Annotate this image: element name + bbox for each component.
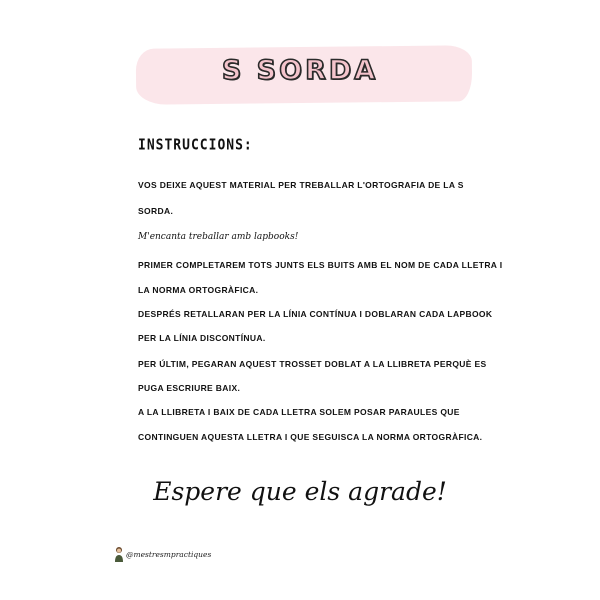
instruction-line: CONTINGUEN AQUESTA LLETRA I QUE SEGUISCA LA NORMA ORTOGRÀFICA. — [138, 432, 483, 442]
instruction-line: DESPRÉS RETALLARAN PER LA LÍNIA CONTÍNUA I DOBLARAN CADA LAPBOOK — [138, 309, 493, 319]
instruction-line: PRIMER COMPLETAREM TOTS JUNTS ELS BUITS AMB EL NOM DE CADA LLETRA I — [138, 260, 503, 270]
page-title: S SORDA — [221, 55, 379, 86]
instruction-line: SORDA. — [138, 206, 174, 216]
credit-handle: @mestresmpractiques — [126, 549, 212, 559]
instruction-line: A LA LLIBRETA I BAIX DE CADA LLETRA SOLEM POSAR PARAULES QUE — [138, 407, 460, 417]
instruction-line-cursive: M'encanta treballar amb lapbooks! — [138, 232, 299, 242]
avatar-icon — [114, 546, 124, 562]
author-credit — [114, 546, 211, 562]
instruction-line: PER LA LÍNIA DISCONTÍNUA. — [138, 333, 266, 343]
instructions-heading: INSTRUCCIONS: — [138, 136, 253, 155]
instruction-line: PUGA ESCRIURE BAIX. — [138, 383, 241, 393]
closing-message: Espere que els agrade! — [153, 477, 447, 506]
instruction-line: LA NORMA ORTOGRÀFICA. — [138, 285, 259, 295]
instruction-line: VOS DEIXE AQUEST MATERIAL PER TREBALLAR L'ORTOGRAFIA DE LA S — [138, 180, 464, 190]
instruction-line: PER ÚLTIM, PEGARAN AQUEST TROSSET DOBLAT A LA LLIBRETA PERQUÈ ES — [138, 359, 487, 369]
